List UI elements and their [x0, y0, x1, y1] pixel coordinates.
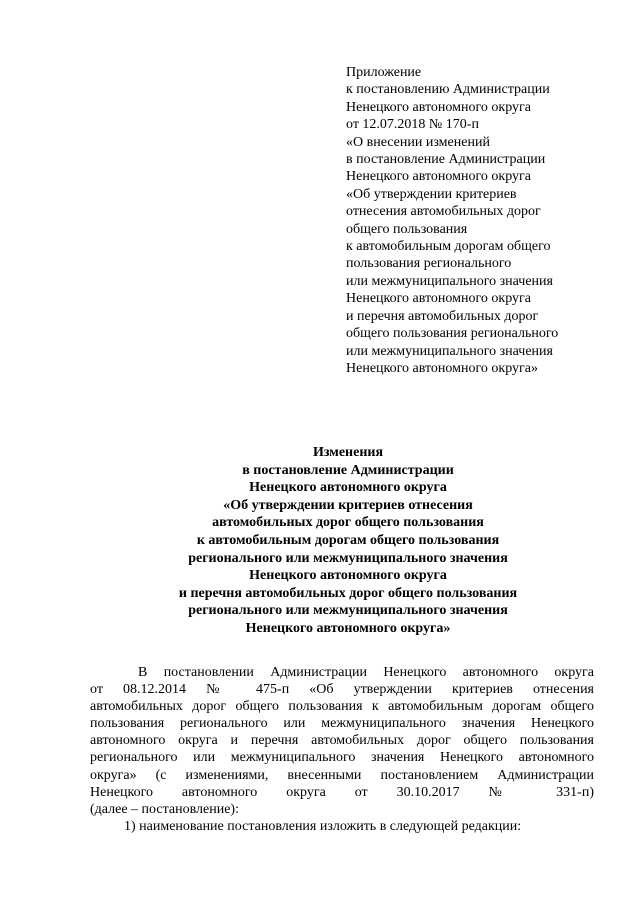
body-line: автономного округа и перечня автомобильных дорог общего пользования — [90, 733, 594, 749]
body-line: округа» (с изменениями, внесенными постановлением Администрации — [90, 767, 594, 783]
appendix-line: общего пользования — [346, 221, 468, 237]
body-line: автомобильных дорог общего пользования к автомобильным дорогам общего — [90, 699, 594, 715]
title-line: Ненецкого автономного округа — [249, 568, 447, 584]
appendix-line: общего пользования регионального — [346, 326, 559, 342]
body-line: регионального или межмуниципального значения Ненецкого автономного — [90, 750, 594, 766]
body-line: Ненецкого автономного округа от 30.10.2017 № 331-п) — [90, 784, 594, 800]
title-line: и перечня автомобильных дорог общего пользования — [178, 585, 518, 601]
title-line: регионального или межмуниципального значения — [188, 550, 508, 566]
appendix-line: отнесения автомобильных дорог — [346, 204, 541, 220]
body-line: от 08.12.2014 № 475-п «Об утверждении критериев отнесения — [90, 682, 594, 698]
appendix-line: «Об утверждении критериев — [346, 186, 517, 202]
appendix-line: «О внесении изменений — [346, 134, 490, 150]
appendix-line: Ненецкого автономного округа — [346, 169, 531, 185]
appendix-line: Приложение — [346, 65, 422, 80]
title-line: регионального или межмуниципального значения — [188, 603, 508, 619]
appendix-line: от 12.07.2018 № 170-п — [346, 117, 479, 133]
title-line: к автомобильным дорогам общего пользования — [196, 532, 500, 548]
title-line: автомобильных дорог общего пользования — [212, 515, 484, 531]
title-line: Изменения — [312, 445, 384, 460]
appendix-line: пользования регионального — [346, 256, 512, 272]
title-line: Ненецкого автономного округа» — [245, 620, 451, 636]
appendix-line: к автомобильным дорогам общего — [346, 239, 551, 255]
title-line: «Об утверждении критериев отнесения — [223, 497, 473, 513]
body-line: В постановлении Администрации Ненецкого автономного округа — [138, 665, 594, 680]
appendix-line: и перечня автомобильных дорог — [346, 308, 539, 324]
appendix-line: Ненецкого автономного округа — [346, 291, 531, 307]
appendix-line: к постановлению Администрации — [346, 82, 550, 98]
title-line: Ненецкого автономного округа — [249, 480, 447, 496]
list-item: 1) наименование постановления изложить в следующей редакции: — [124, 818, 522, 834]
appendix-block — [346, 64, 616, 377]
body-line: (далее – постановление): — [90, 801, 239, 817]
appendix-line: в постановление Администрации — [346, 152, 546, 168]
body-line: пользования регионального или межмуниципального значения Ненецкого — [90, 716, 594, 732]
document-title — [60, 444, 636, 638]
appendix-line: или межмуниципального значения — [346, 273, 553, 289]
appendix-line: Ненецкого автономного округа — [346, 99, 531, 115]
title-line: в постановление Администрации — [242, 462, 454, 478]
appendix-line: или межмуниципального значения — [346, 343, 553, 359]
appendix-line: Ненецкого автономного округа» — [346, 360, 538, 376]
body-paragraph — [90, 664, 594, 835]
